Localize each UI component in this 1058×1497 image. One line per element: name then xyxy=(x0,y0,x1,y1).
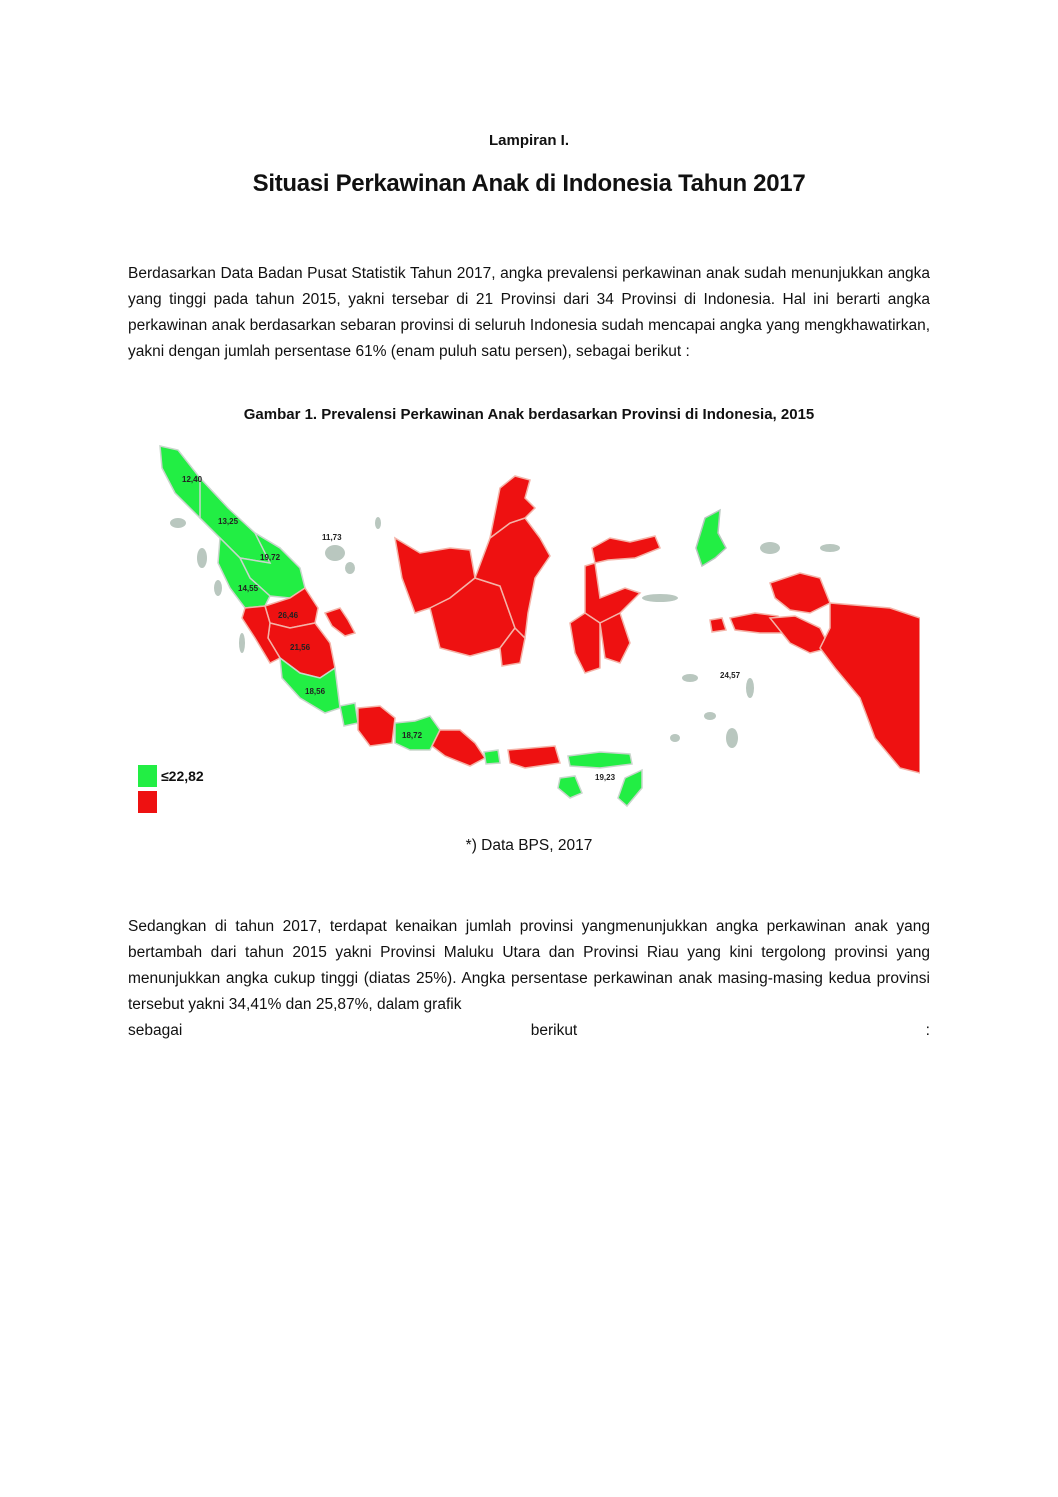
appendix-label: Lampiran I. xyxy=(488,132,570,149)
legend-label-low: ≤22,82 xyxy=(161,768,204,784)
label-jambi: 26,46 xyxy=(278,611,299,620)
region-malut xyxy=(696,510,726,566)
legend-swatch-red xyxy=(138,791,157,813)
source-note: *) Data BPS, 2017 xyxy=(465,837,593,854)
label-ntt: 19,23 xyxy=(595,773,616,782)
region-papua xyxy=(820,603,920,773)
region-maluku-west xyxy=(710,618,726,632)
label-kepri: 11,73 xyxy=(322,533,342,542)
followup-paragraph-text: Sedangkan di tahun 2017, terdapat kenaikan jumlah provinsi yangmenunjukkan angka perkawinan anak yang bertambah dari tahun 2015 yakni Provinsi Maluku Utara dan Provinsi Riau yang kini tergolong provinsi yang menunjukkan angka cukup tinggi (diatas 25%). Angka persentase perkawinan anak masing-masing kedua provinsi tersebut yakni 34,41% dan 25,87%, dalam grafik xyxy=(128,918,930,1013)
intro-paragraph-text: Berdasarkan Data Badan Pusat Statistik Tahun 2017, angka prevalensi perkawinan anak sudah menunjukkan angka yang tinggi pada tahun 2015, yakni tersebar di 21 Provinsi dari 34 Provinsi di Indonesia. Hal ini berarti angka perkawinan anak berdasarkan sebaran provinsi di seluruh Indonesia sudah mencapai angka yang mengkhawatirkan, yakni dengan jumlah persentase 61% (enam puluh satu persen), sebagai berikut : xyxy=(128,265,930,360)
label-riau: 19,72 xyxy=(260,553,281,562)
region-ntt xyxy=(568,752,632,768)
followup-paragraph xyxy=(128,914,930,1044)
region-sulteng xyxy=(585,563,640,623)
legend-item-low xyxy=(138,763,204,789)
region-timor xyxy=(618,770,642,806)
label-aceh: 12,40 xyxy=(182,475,203,484)
region-babel xyxy=(325,608,355,636)
label-sumut: 13,25 xyxy=(218,517,239,526)
legend-swatch-green xyxy=(138,765,157,787)
legend-item-high xyxy=(138,789,204,815)
figure-caption: Gambar 1. Prevalensi Perkawinan Anak berdasarkan Provinsi di Indonesia, 2015 xyxy=(243,406,815,423)
region-ntb xyxy=(508,746,560,768)
region-jabar xyxy=(358,706,395,746)
followup-word-1: sebagai xyxy=(128,1022,183,1039)
region-sumba xyxy=(558,776,582,798)
map-regions xyxy=(160,446,920,806)
followup-word-3: : xyxy=(925,1022,930,1039)
region-banten xyxy=(340,703,358,726)
followup-paragraph-last-line xyxy=(128,1018,930,1044)
indonesia-prevalence-map xyxy=(130,438,920,818)
label-jateng: 18,72 xyxy=(402,731,423,740)
region-sulsel xyxy=(570,613,600,673)
label-sumsel: 21,56 xyxy=(290,643,311,652)
label-lampung: 18,56 xyxy=(305,687,326,696)
label-maluku: 24,57 xyxy=(720,671,741,680)
label-sumbar: 14,55 xyxy=(238,584,259,593)
intro-paragraph xyxy=(128,261,930,365)
region-papua-barat xyxy=(770,573,830,613)
map-legend xyxy=(138,763,204,815)
page-title: Situasi Perkawinan Anak di Indonesia Tahun 2017 xyxy=(252,170,806,197)
followup-word-2: berikut xyxy=(530,1022,578,1039)
region-sulut xyxy=(592,536,660,563)
region-jatim xyxy=(432,730,485,766)
region-sultra xyxy=(600,613,630,663)
map-svg xyxy=(130,438,920,818)
region-bali xyxy=(484,750,500,764)
